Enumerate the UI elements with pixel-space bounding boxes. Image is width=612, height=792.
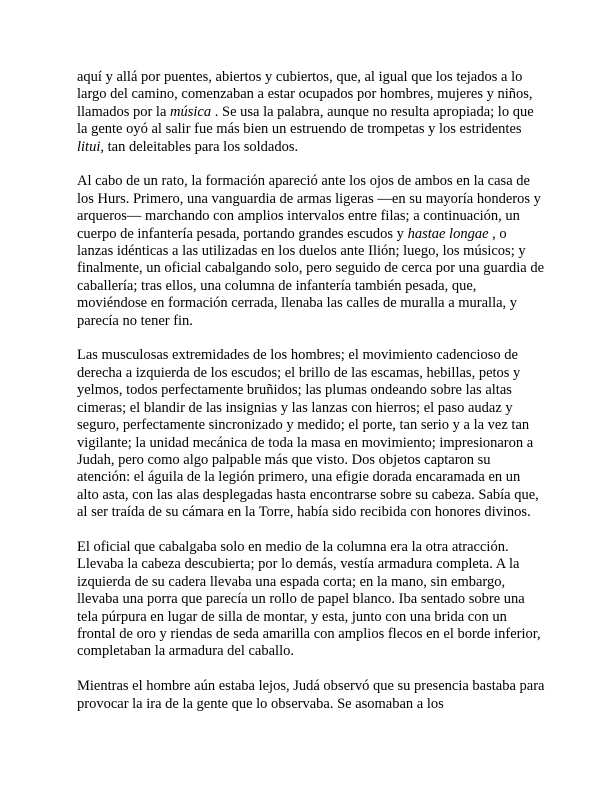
paragraph-2	[77, 173, 545, 330]
italic-segment: música	[170, 103, 212, 120]
paragraph-4	[77, 539, 545, 661]
document-page	[77, 69, 545, 730]
text-segment: tan deleitables para los soldados.	[104, 138, 299, 155]
text-segment: Mientras el hombre aún estaba lejos, Judá observó que su presencia bastaba para provocar la ira de la gente que lo observaba. Se asomaban a los	[77, 678, 545, 712]
italic-segment: litui,	[77, 138, 104, 155]
text-segment: Las musculosas extremidades de los hombres; el movimiento cadencioso de derecha a izquierda de los escudos; el brillo de las escamas, hebillas, petos y yelmos, todos perfectamente bruñidos; las plumas ondeando sobre las altas cimeras; el blandir de las insignias y las lanzas con hierros; el paso audaz y seguro, perfectamente sincronizado y medido; el porte, tan serio y a la vez tan vigilante; la unidad mecánica de toda la masa en movimiento; impresionaron a Judah, pero como algo palpable más que visto. Dos objetos captaron su atención: el águila de la legión primero, una efigie dorada encaramada en un alto asta, con las alas desplegadas hasta encontrarse sobre su cabeza. Sabía que, al ser traída de su cámara en la Torre, había sido recibida con honores divinos.	[77, 347, 539, 521]
italic-segment: hastae longae	[407, 225, 489, 242]
text-segment: . Se usa la palabra, aunque no resulta apropiada; lo que la gente oyó al salir fue más bien un estruendo de trompetas y los estridentes	[77, 103, 534, 138]
text-segment: , o lanzas idénticas a las utilizadas en los duelos ante Ilión; luego, los músicos; y finalmente, un oficial cabalgando solo, pero seguido de cerca por una guardia de caballería; tras ellos, una columna de infantería también pesada, que, moviéndose en formación cerrada, llenaba las calles de muralla a muralla, y parecía no tener fin.	[77, 225, 545, 329]
paragraph-5	[77, 678, 545, 713]
text-segment: aquí y allá por puentes, abiertos y cubiertos, que, al igual que los tejados a lo largo del camino, comenzaban a estar ocupados por hombres, mujeres y niños, llamados por la	[77, 69, 533, 120]
text-segment: El oficial que cabalgaba solo en medio de la columna era la otra atracción. Llevaba la cabeza descubierta; por lo demás, vestía armadura completa. A la izquierda de su cadera llevaba una espada corta; en la mano, sin embargo, llevaba una porra que parecía un rollo de papel blanco. Iba sentado sobre una tela púrpura en lugar de silla de montar, y esta, junto con una brida con un frontal de oro y riendas de seda amarilla con amplios flecos en el borde inferior, completaban la armadura del caballo.	[77, 538, 541, 660]
paragraph-1	[77, 69, 545, 156]
paragraph-3	[77, 347, 545, 521]
text-segment: Al cabo de un rato, la formación apareció ante los ojos de ambos en la casa de los Hurs. Primero, una vanguardia de armas ligeras —en su mayoría honderos y arqueros— marchando con amplios intervalos entre filas; a continuación, un cuerpo de infantería pesada, portando grandes escudos y	[77, 173, 541, 242]
